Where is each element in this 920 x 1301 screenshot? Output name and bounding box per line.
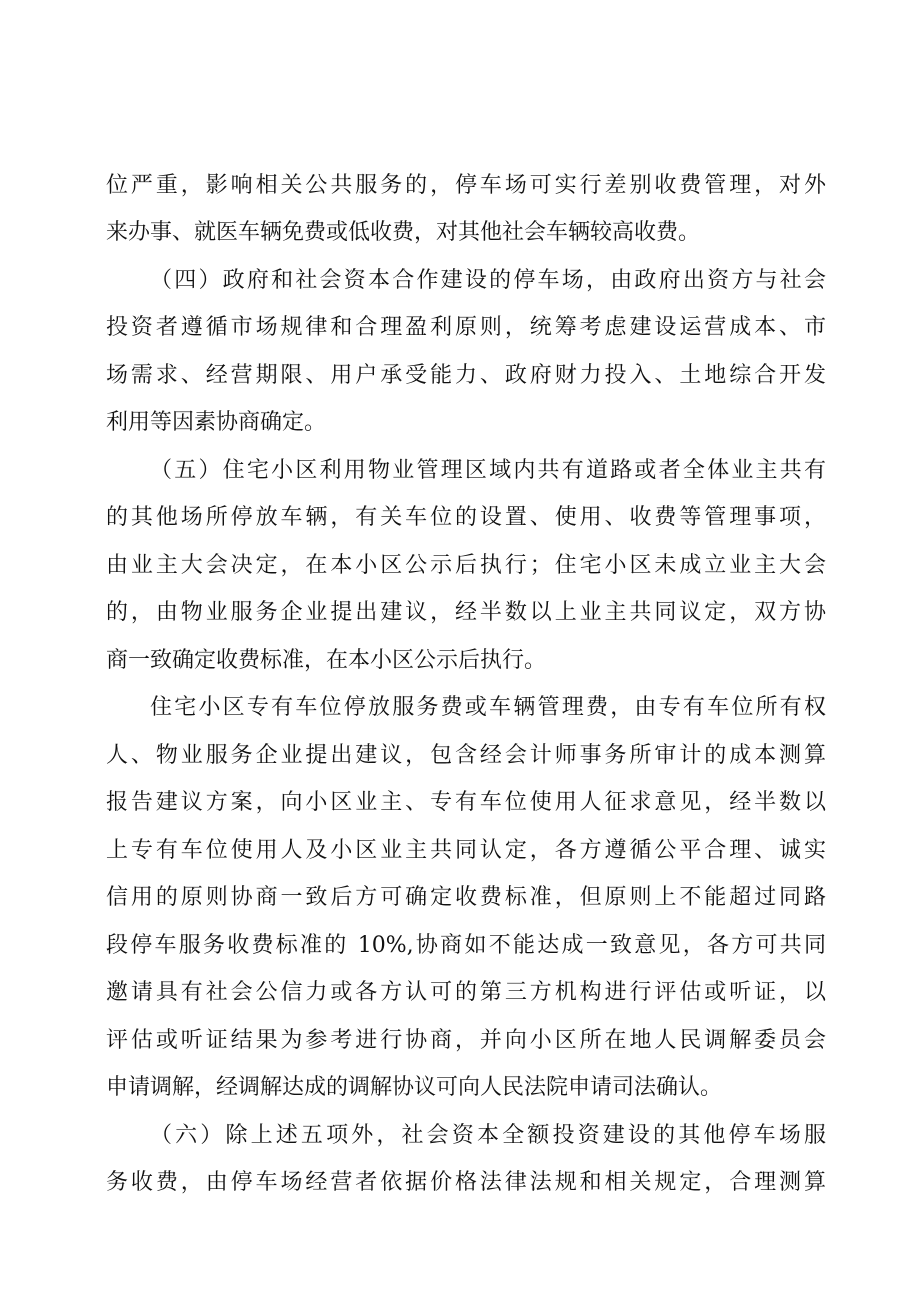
text-line: 邀请具有社会公信力或各方认可的第三方机构进行评估或听证，以 [106, 980, 826, 1005]
text-line: 人、物业服务企业提出建议，包含经会计师事务所审计的成本测算 [106, 743, 826, 768]
text-line: 报告建议方案，向小区业主、专有车位使用人征求意见，经半数以 [106, 790, 826, 815]
text-line: 信用的原则协商一致后方可确定收费标准，但原则上不能超过同路 [106, 885, 826, 910]
text-line: 的，由物业服务企业提出建议，经半数以上业主共同议定，双方协 [106, 600, 826, 625]
text-line: （六）除上述五项外，社会资本全额投资建设的其他停车场服 [150, 1123, 826, 1148]
text-line: 商一致确定收费标准，在本小区公示后执行。 [106, 648, 547, 673]
text-line: 务收费，由停车场经营者依据价格法律法规和相关规定，合理测算 [106, 1170, 826, 1195]
text-line: 投资者遵循市场规律和合理盈利原则，统筹考虑建设运营成本、市 [106, 315, 826, 340]
text-line: 上专有车位使用人及小区业主共同认定，各方遵循公平合理、诚实 [106, 838, 826, 863]
text-line: 段停车服务收费标准的 10%,协商如不能达成一致意见，各方可共同 [106, 933, 826, 958]
text-line: 的其他场所停放车辆，有关车位的设置、使用、收费等管理事项， [106, 505, 826, 530]
text-line: 住宅小区专有车位停放服务费或车辆管理费，由专有车位所有权 [150, 695, 826, 720]
text-line: 由业主大会决定，在本小区公示后执行；住宅小区未成立业主大会 [106, 553, 826, 578]
text-line: 来办事、就医车辆免费或低收费，对其他社会车辆较高收费。 [106, 220, 701, 245]
text-line: 场需求、经营期限、用户承受能力、政府财力投入、土地综合开发 [106, 363, 826, 388]
text-line: （四）政府和社会资本合作建设的停车场，由政府出资方与社会 [150, 268, 826, 293]
text-line: 评估或听证结果为参考进行协商，并向小区所在地人民调解委员会 [106, 1028, 826, 1053]
text-line: 申请调解，经调解达成的调解协议可向人民法院申请司法确认。 [106, 1075, 723, 1100]
text-line: （五）住宅小区利用物业管理区域内共有道路或者全体业主共有 [150, 458, 826, 483]
text-line: 位严重，影响相关公共服务的，停车场可实行差别收费管理，对外 [106, 173, 826, 198]
text-line: 利用等因素协商确定。 [106, 410, 327, 435]
